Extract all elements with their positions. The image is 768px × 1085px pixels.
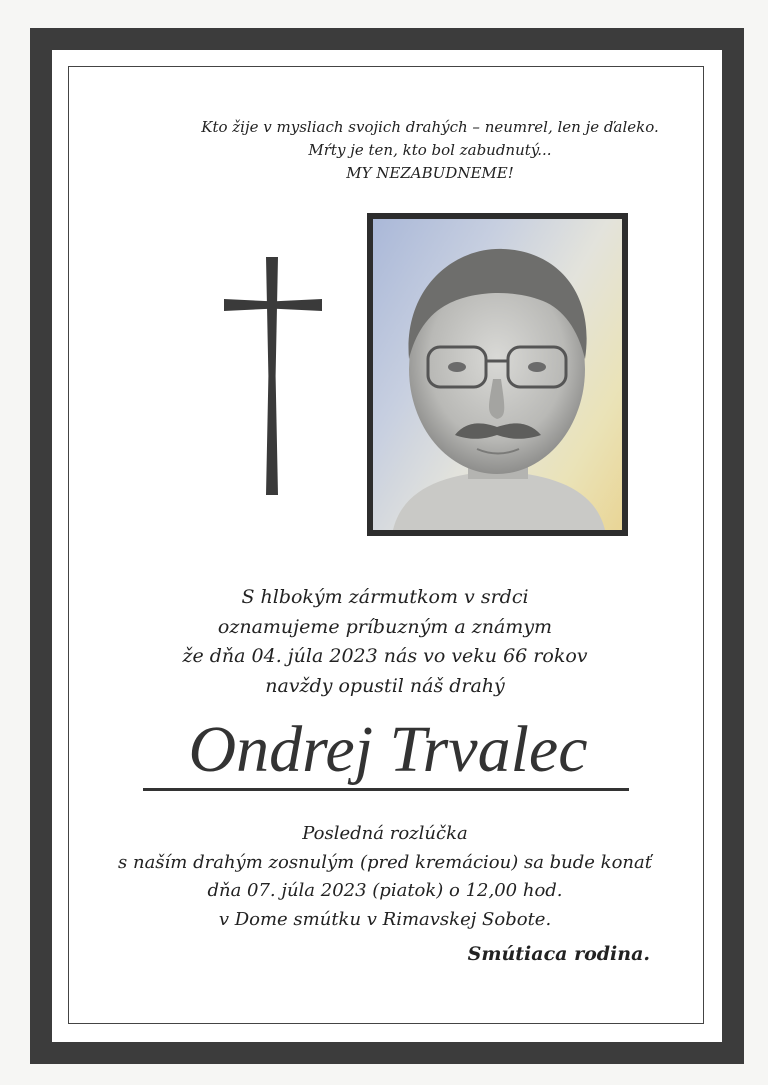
announcement xyxy=(130,583,640,701)
epitaph-line-3: MY NEZABUDNEME! xyxy=(346,164,514,182)
announcement-line-4: navždy opustil náš drahý xyxy=(265,674,505,697)
farewell-line-4: v Dome smútku v Rimavskej Sobote. xyxy=(218,908,552,930)
cross-vertical-beam xyxy=(266,257,278,495)
cross-icon xyxy=(224,257,322,495)
family-signature: Smútiaca rodina. xyxy=(467,943,650,965)
epitaph-line-2: Mŕty je ten, kto bol zabudnutý... xyxy=(308,141,552,159)
epitaph xyxy=(200,116,660,185)
announcement-line-3: že dňa 04. júla 2023 nás vo veku 66 rokov xyxy=(182,645,588,667)
announcement-line-1: S hlbokým zármutkom v srdci xyxy=(241,586,529,608)
announcement-line-2: oznamujeme príbuzným a známym xyxy=(217,615,553,638)
deceased-name: Ondrej Trvalec xyxy=(188,713,588,786)
portrait-photo xyxy=(373,219,622,530)
farewell-line-3: dňa 07. júla 2023 (piatok) o 12,00 hod. xyxy=(207,880,563,901)
farewell-line-2: s naším drahým zosnulým (pred kremáciou) sa bude konať xyxy=(118,851,652,873)
epitaph-line-1: Kto žije v mysliach svojich drahých – neumrel, len je ďaleko. xyxy=(201,118,659,136)
portrait-silhouette xyxy=(373,219,622,530)
name-underline xyxy=(143,788,629,791)
farewell-line-1: Posledná rozlúčka xyxy=(302,823,468,844)
farewell-details xyxy=(110,820,660,934)
photo-frame xyxy=(367,213,628,536)
